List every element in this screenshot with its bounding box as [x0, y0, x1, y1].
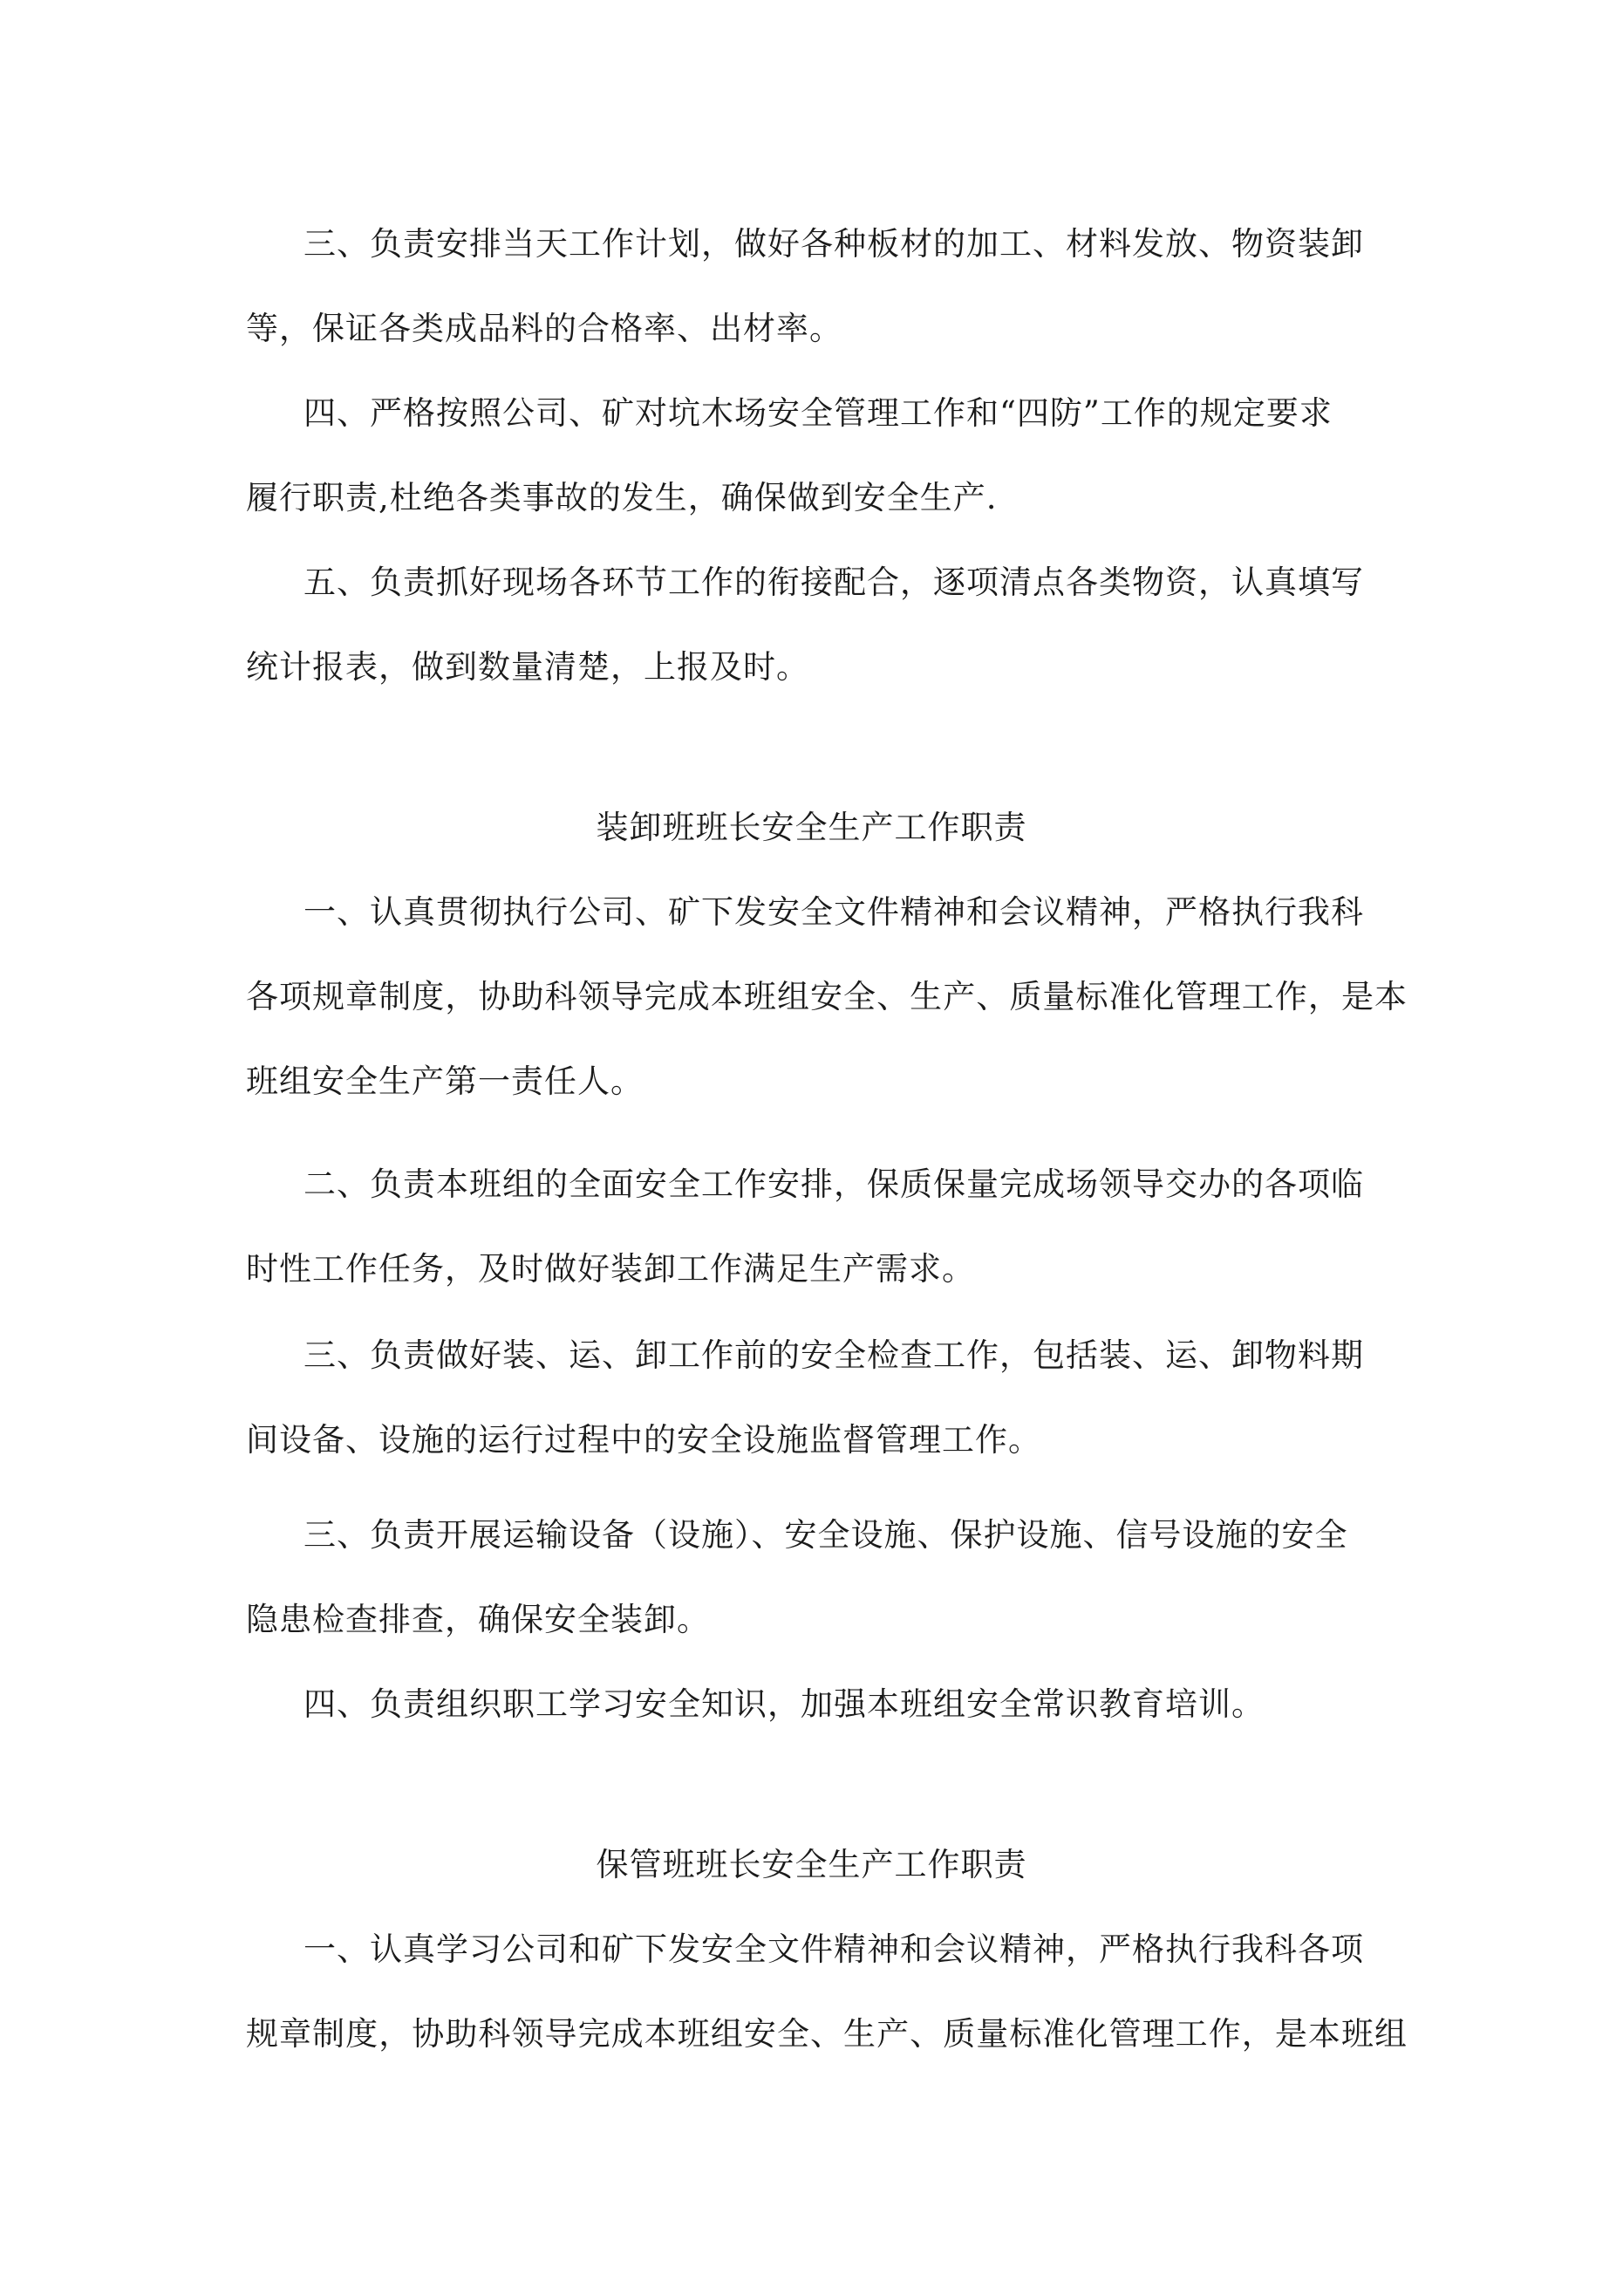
- section-b-para-3-line-1: 三、负责做好装、运、卸工作前的安全检查工作，包括装、运、卸物料期: [303, 1336, 1364, 1374]
- section-title-loading-team: 装卸班班长安全生产工作职责: [596, 809, 1027, 846]
- section-b-para-3b-line-1: 三、负责开展运输设备（设施）、安全设施、保护设施、信号设施的安全: [303, 1516, 1348, 1554]
- paragraph-4-line-2: 履行职责,杜绝各类事故的发生，确保做到安全生产.: [246, 479, 998, 516]
- section-b-para-1-line-2: 各项规章制度，协助科领导完成本班组安全、生产、质量标准化管理工作，是本: [246, 978, 1408, 1015]
- section-b-para-1-line-1: 一、认真贯彻执行公司、矿下发安全文件精神和会议精神，严格执行我科: [303, 893, 1364, 931]
- section-c-para-1-line-2: 规章制度，协助科领导完成本班组安全、生产、质量标准化管理工作，是本班组: [246, 2015, 1408, 2053]
- section-b-para-2-line-1: 二、负责本班组的全面安全工作安排，保质保量完成场领导交办的各项临: [303, 1165, 1364, 1203]
- paragraph-5-line-2: 统计报表，做到数量清楚，上报及时。: [246, 648, 809, 686]
- paragraph-4-line-1: 四、严格按照公司、矿对坑木场安全管理工作和“四防”工作的规定要求: [303, 394, 1333, 432]
- section-b-para-3b-line-2: 隐患检查排查，确保安全装卸。: [246, 1601, 710, 1638]
- section-b-para-2-line-2: 时性工作任务，及时做好装卸工作满足生产需求。: [246, 1250, 975, 1288]
- paragraph-3-line-1: 三、负责安排当天工作计划，做好各种板材的加工、材料发放、物资装卸: [303, 225, 1364, 263]
- section-b-para-4-line-1: 四、负责组织职工学习安全知识，加强本班组安全常识教育培训。: [303, 1685, 1265, 1723]
- section-b-para-1-line-3: 班组安全生产第一责任人。: [246, 1063, 644, 1100]
- section-c-para-1-line-1: 一、认真学习公司和矿下发安全文件精神和会议精神，严格执行我科各项: [303, 1930, 1364, 1968]
- paragraph-5-line-1: 五、负责抓好现场各环节工作的衔接配合，逐项清点各类物资，认真填写: [303, 564, 1364, 601]
- section-b-para-3-line-2: 间设备、设施的运行过程中的安全设施监督管理工作。: [246, 1421, 1041, 1459]
- section-title-storage-team: 保管班班长安全生产工作职责: [596, 1846, 1027, 1883]
- paragraph-3-line-2: 等，保证各类成品料的合格率、出材率。: [246, 310, 842, 347]
